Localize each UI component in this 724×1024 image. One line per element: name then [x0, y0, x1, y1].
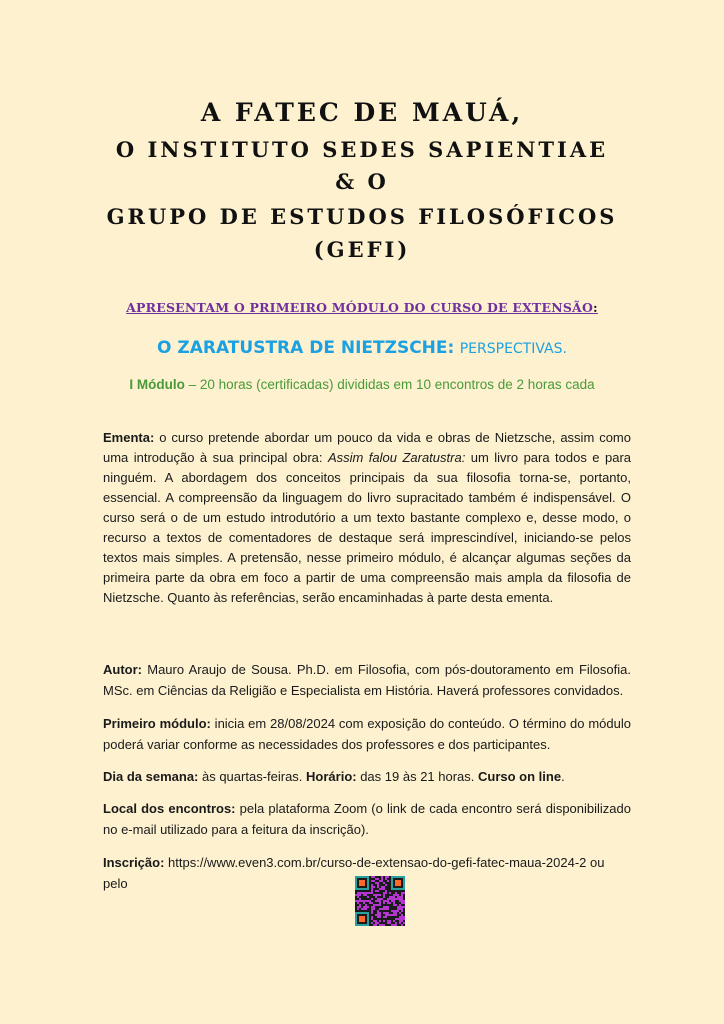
autor-text: Mauro Araujo de Sousa. Ph.D. em Filosofia, com pós-doutoramento em Filosofia. MSc. em Ciências da Religião e Especialista em História. Haverá professores convidados.	[103, 662, 631, 698]
primeiro-modulo-text: inicia em 28/08/2024 com exposição do conteúdo. O término do módulo poderá variar conforme as necessidades dos professores e dos participantes.	[103, 716, 631, 752]
horario-text: das 19 às 21 horas.	[356, 769, 479, 784]
dia-end: .	[561, 769, 565, 784]
inscricao-tail: ou pelo	[103, 855, 605, 891]
inscricao-url[interactable]: https://www.even3.com.br/curso-de-extensao-do-gefi-fatec-maua-2024-2	[164, 855, 587, 870]
title-line-4: GRUPO DE ESTUDOS FILOSÓFICOS	[106, 204, 618, 229]
curso-online: Curso on line	[478, 769, 562, 784]
autor-paragraph	[103, 660, 631, 701]
title-line-1: A FATEC DE MAUÁ,	[200, 98, 524, 127]
autor-label: Autor:	[103, 662, 142, 677]
primeiro-modulo-paragraph	[103, 714, 631, 755]
inscricao-label: Inscrição:	[103, 855, 165, 870]
ementa-book-title: Assim falou Zaratustra:	[327, 450, 466, 465]
module-summary	[0, 377, 724, 392]
ementa-paragraph	[103, 428, 631, 608]
local-paragraph	[103, 799, 631, 840]
title-line-5: (GEFI)	[313, 237, 411, 262]
presents-colon: :	[593, 300, 598, 315]
qr-code-icon[interactable]	[355, 876, 405, 926]
module-text: – 20 horas (certificadas) divididas em 10 encontros de 2 horas cada	[184, 377, 595, 392]
local-text: pela plataforma Zoom (o link de cada encontro será disponibilizado no e-mail utilizado para a feitura da inscrição).	[103, 801, 631, 837]
ementa-text-2: um livro para todos e para ninguém. A abordagem dos conceitos principais da sua filosofia torna-se, portanto, essencial. A compreensão da linguagem do livro supracitado também é indispensável. O curso será o de um estudo introdutório a um texto bastante complexo e, desse modo, o recurso a textos de comentadores de destaque será imprescindível, iniciando-se pelos textos mais simples. A pretensão, nesse primeiro módulo, é alcançar algumas seções da primeira parte da obra em foco a partir de uma compreensão mais ampla da filosofia de Nietzsche. Quanto às referências, serão encaminhadas à parte desta ementa.	[103, 450, 632, 605]
dia-paragraph	[103, 767, 631, 788]
dia-text: às quartas-feiras.	[198, 769, 307, 784]
course-title-main: O ZARATUSTRA DE NIETZSCHE:	[157, 338, 455, 358]
header-title-block	[0, 100, 724, 260]
horario-label: Horário:	[306, 769, 357, 784]
dia-label: Dia da semana:	[103, 769, 199, 784]
presents-text: APRESENTAM O PRIMEIRO MÓDULO DO CURSO DE EXTENSÃO	[126, 300, 594, 315]
course-title	[0, 338, 724, 358]
course-title-sub: PERSPECTIVAS.	[459, 341, 567, 357]
title-line-3: & O	[335, 169, 389, 194]
title-line-2: O INSTITUTO SEDES SAPIENTIAE	[115, 137, 609, 162]
local-label: Local dos encontros:	[103, 801, 236, 816]
presents-heading	[0, 300, 724, 315]
primeiro-modulo-label: Primeiro módulo:	[103, 716, 211, 731]
module-label: I Módulo	[129, 377, 185, 392]
ementa-text-1: o curso pretende abordar um pouco da vida e obras de Nietzsche, assim como uma introdução à sua principal obra:	[103, 430, 631, 465]
ementa-label: Ementa:	[103, 430, 155, 445]
